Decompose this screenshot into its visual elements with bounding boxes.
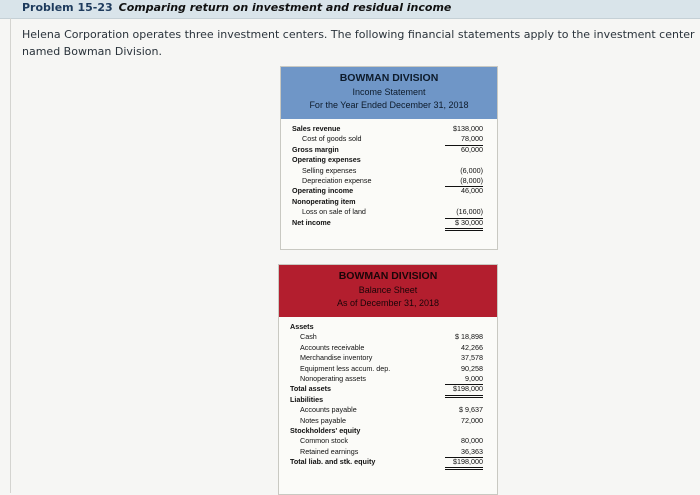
statement-row [279, 353, 497, 363]
row-amount: 90,258 [461, 363, 483, 373]
row-label: Merchandise inventory [300, 353, 373, 363]
problem-topic: Comparing return on investment and residual income [118, 1, 452, 14]
row-label: Depreciation expense [302, 175, 372, 185]
row-label: Sales revenue [292, 124, 341, 133]
row-label: Notes payable [300, 415, 346, 425]
row-amount: $ 18,898 [455, 332, 483, 342]
row-label: Total assets [290, 384, 332, 394]
row-label: Operating income [292, 186, 354, 196]
row-label: Common stock [300, 436, 348, 446]
row-amount: 36,363 [445, 447, 483, 458]
statement-row [279, 436, 497, 446]
problem-title [22, 1, 451, 14]
statement-row [281, 197, 497, 207]
statement-row [281, 207, 497, 217]
balance-sheet [278, 264, 498, 495]
row-amount: 42,266 [461, 342, 483, 352]
statement-row [281, 124, 497, 134]
statement-row [281, 145, 497, 155]
row-amount: $138,000 [453, 124, 483, 133]
row-amount: 9,000 [445, 374, 483, 385]
income-statement-subtitle: Income Statement [352, 87, 426, 97]
balance-sheet-title: BOWMAN DIVISION [338, 270, 438, 282]
balance-sheet-rows [279, 317, 497, 467]
statement-row [279, 384, 497, 394]
row-label: Loss on sale of land [302, 207, 366, 217]
row-amount: $198,000 [445, 457, 483, 470]
problem-intro [22, 26, 700, 60]
row-label: Cash [300, 332, 317, 342]
row-label: Operating expenses [292, 155, 361, 165]
row-label: Cost of goods sold [302, 134, 362, 144]
problem-number: Problem 15-23 [22, 1, 113, 14]
statement-row [279, 364, 497, 374]
income-statement-title: BOWMAN DIVISION [339, 72, 439, 84]
row-amount: $ 9,637 [459, 405, 483, 415]
row-label: Total liab. and stk. equity [290, 457, 376, 467]
income-statement [280, 66, 498, 250]
income-statement-period: For the Year Ended December 31, 2018 [309, 100, 469, 110]
row-label: Equipment less accum. dep. [300, 363, 391, 373]
row-label: Nonoperating assets [300, 373, 366, 383]
row-label: Assets [290, 322, 314, 331]
row-label: Accounts payable [300, 405, 357, 415]
row-label: Retained earnings [300, 446, 359, 456]
row-label: Nonoperating item [292, 196, 356, 206]
statement-row [279, 395, 497, 405]
row-amount: $ 30,000 [445, 218, 483, 231]
statement-row [281, 186, 497, 196]
statement-row [279, 374, 497, 384]
row-amount: 60,000 [461, 144, 483, 154]
statement-row [279, 426, 497, 436]
intro-line-2: named Bowman Division. [22, 45, 162, 58]
row-label: Net income [292, 217, 331, 227]
statement-row [281, 155, 497, 165]
row-amount: 72,000 [461, 415, 483, 425]
row-amount: 46,000 [461, 186, 483, 196]
balance-sheet-period: As of December 31, 2018 [336, 298, 440, 308]
row-amount: 37,578 [461, 353, 483, 363]
intro-line-1: Helena Corporation operates three investment centers. The following financial statements apply to the investment center [22, 28, 695, 41]
margin-line [10, 18, 11, 493]
row-amount: (8,000) [445, 176, 483, 187]
row-label: Liabilities [290, 394, 324, 404]
row-amount: 78,000 [445, 134, 483, 145]
row-amount: 80,000 [461, 436, 483, 446]
statement-row [279, 416, 497, 426]
row-label: Stockholders' equity [290, 425, 361, 435]
row-amount: (16,000) [445, 207, 483, 218]
statement-row [281, 218, 497, 228]
income-statement-rows [281, 119, 497, 228]
income-statement-header [281, 67, 497, 119]
statement-row [279, 332, 497, 342]
balance-sheet-header [279, 265, 497, 317]
statement-row [279, 322, 497, 332]
statement-row [281, 166, 497, 176]
row-amount: (6,000) [460, 165, 483, 175]
row-label: Accounts receivable [300, 342, 365, 352]
statement-row [279, 457, 497, 467]
row-label: Selling expenses [302, 165, 357, 175]
row-amount: $198,000 [445, 384, 483, 397]
statement-row [281, 176, 497, 186]
statement-row [279, 405, 497, 415]
statement-row [279, 447, 497, 457]
statement-row [279, 343, 497, 353]
row-label: Gross margin [292, 144, 339, 154]
statement-row [281, 134, 497, 144]
balance-sheet-subtitle: Balance Sheet [358, 285, 418, 295]
